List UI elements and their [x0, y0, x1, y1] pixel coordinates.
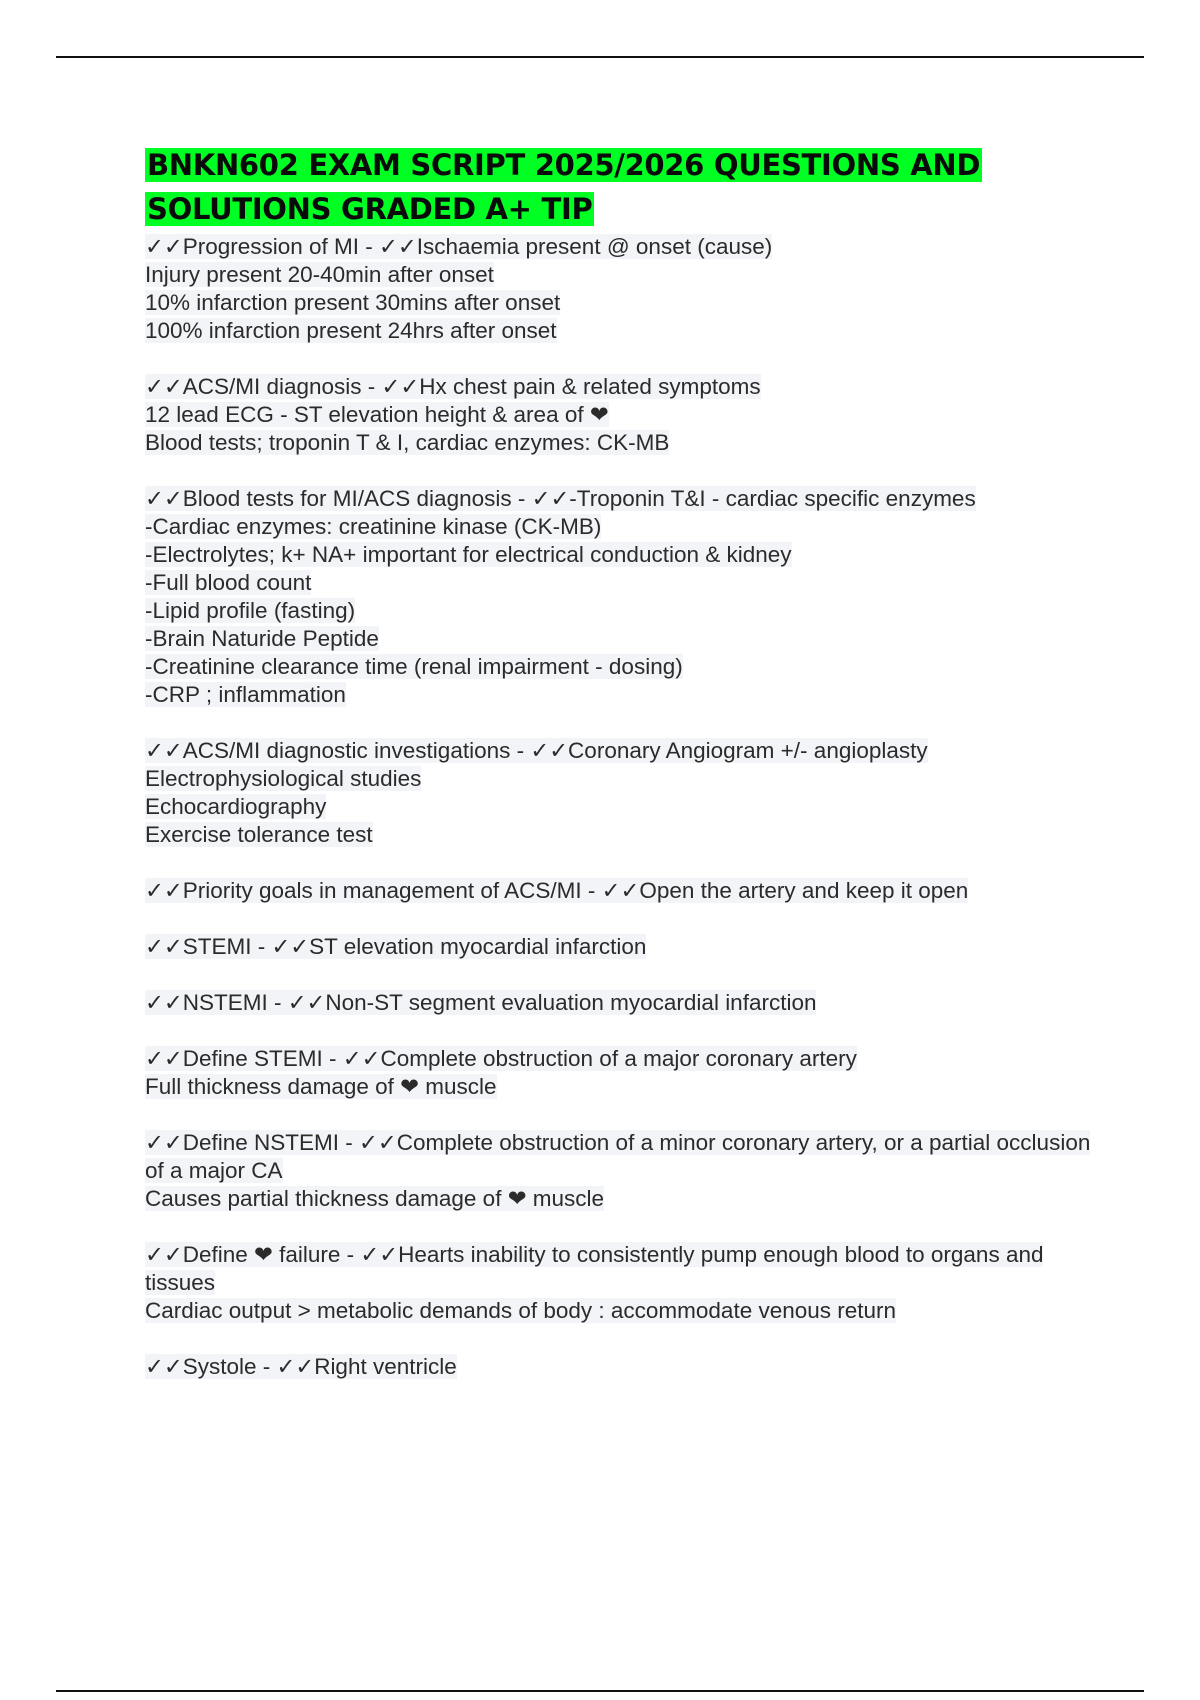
entry-line: -Lipid profile (fasting) — [145, 598, 356, 623]
entry-line: Cardiac output > metabolic demands of body : accommodate venous return — [145, 1298, 897, 1323]
entry-line: Causes partial thickness damage of ❤ muscle — [145, 1186, 605, 1211]
entry-line: Echocardiography — [145, 794, 327, 819]
entry-line: -Cardiac enzymes: creatinine kinase (CK-MB) — [145, 514, 602, 539]
entry-line: ✓✓ACS/MI diagnostic investigations - ✓✓Coronary Angiogram +/- angioplasty — [145, 738, 928, 763]
qa-entry-nstemi — [145, 989, 1105, 1017]
top-rule — [56, 56, 1144, 58]
entry-line: ✓✓Progression of MI - ✓✓Ischaemia present @ onset (cause) — [145, 234, 773, 259]
entry-line: 100% infarction present 24hrs after onset — [145, 318, 557, 343]
qa-entry-priority-goals — [145, 877, 1105, 905]
qa-entry-diagnostic-investigations — [145, 737, 1105, 849]
entry-line: -Electrolytes; k+ NA+ important for electrical conduction & kidney — [145, 542, 792, 567]
qa-entry-blood-tests — [145, 485, 1105, 709]
entry-line: 10% infarction present 30mins after onset — [145, 290, 561, 315]
qa-entry-stemi — [145, 933, 1105, 961]
entry-line: ✓✓Define ❤ failure - ✓✓Hearts inability to consistently pump enough blood to organs and tissues — [145, 1242, 1044, 1295]
entry-line: ✓✓ACS/MI diagnosis - ✓✓Hx chest pain & related symptoms — [145, 374, 761, 399]
entry-line: -CRP ; inflammation — [145, 682, 346, 707]
entry-line: Exercise tolerance test — [145, 822, 373, 847]
entry-line: ✓✓Blood tests for MI/ACS diagnosis - ✓✓-Troponin T&I - cardiac specific enzymes — [145, 486, 976, 511]
entry-line: ✓✓Systole - ✓✓Right ventricle — [145, 1354, 457, 1379]
entry-line: 12 lead ECG - ST elevation height & area of ❤ — [145, 402, 609, 427]
bottom-rule — [56, 1690, 1144, 1692]
entry-line: ✓✓NSTEMI - ✓✓Non-ST segment evaluation myocardial infarction — [145, 990, 817, 1015]
entry-line: Blood tests; troponin T & I, cardiac enzymes: CK-MB — [145, 430, 670, 455]
entry-line: -Brain Naturide Peptide — [145, 626, 379, 651]
qa-entry-acs-mi-diagnosis — [145, 373, 1105, 457]
title-highlight: BNKN602 EXAM SCRIPT 2025/2026 QUESTIONS AND SOLUTIONS GRADED A+ TIP — [147, 148, 981, 226]
document-body — [145, 143, 1105, 1409]
entry-line: ✓✓Define NSTEMI - ✓✓Complete obstruction of a minor coronary artery, or a partial occlusion of a major CA — [145, 1130, 1091, 1183]
qa-entry-progression-of-mi — [145, 233, 1105, 345]
document-title — [145, 143, 1105, 231]
qa-entry-define-heart-failure — [145, 1241, 1105, 1325]
entry-line: -Full blood count — [145, 570, 312, 595]
entry-line: -Creatinine clearance time (renal impairment - dosing) — [145, 654, 683, 679]
entry-line: Full thickness damage of ❤ muscle — [145, 1074, 497, 1099]
qa-entry-define-stemi — [145, 1045, 1105, 1101]
entry-line: ✓✓Priority goals in management of ACS/MI - ✓✓Open the artery and keep it open — [145, 878, 969, 903]
entry-line: Electrophysiological studies — [145, 766, 422, 791]
qa-entry-systole — [145, 1353, 1105, 1381]
entry-line: ✓✓Define STEMI - ✓✓Complete obstruction of a major coronary artery — [145, 1046, 857, 1071]
entry-line: Injury present 20-40min after onset — [145, 262, 494, 287]
qa-entry-define-nstemi — [145, 1129, 1105, 1213]
entry-line: ✓✓STEMI - ✓✓ST elevation myocardial infarction — [145, 934, 647, 959]
